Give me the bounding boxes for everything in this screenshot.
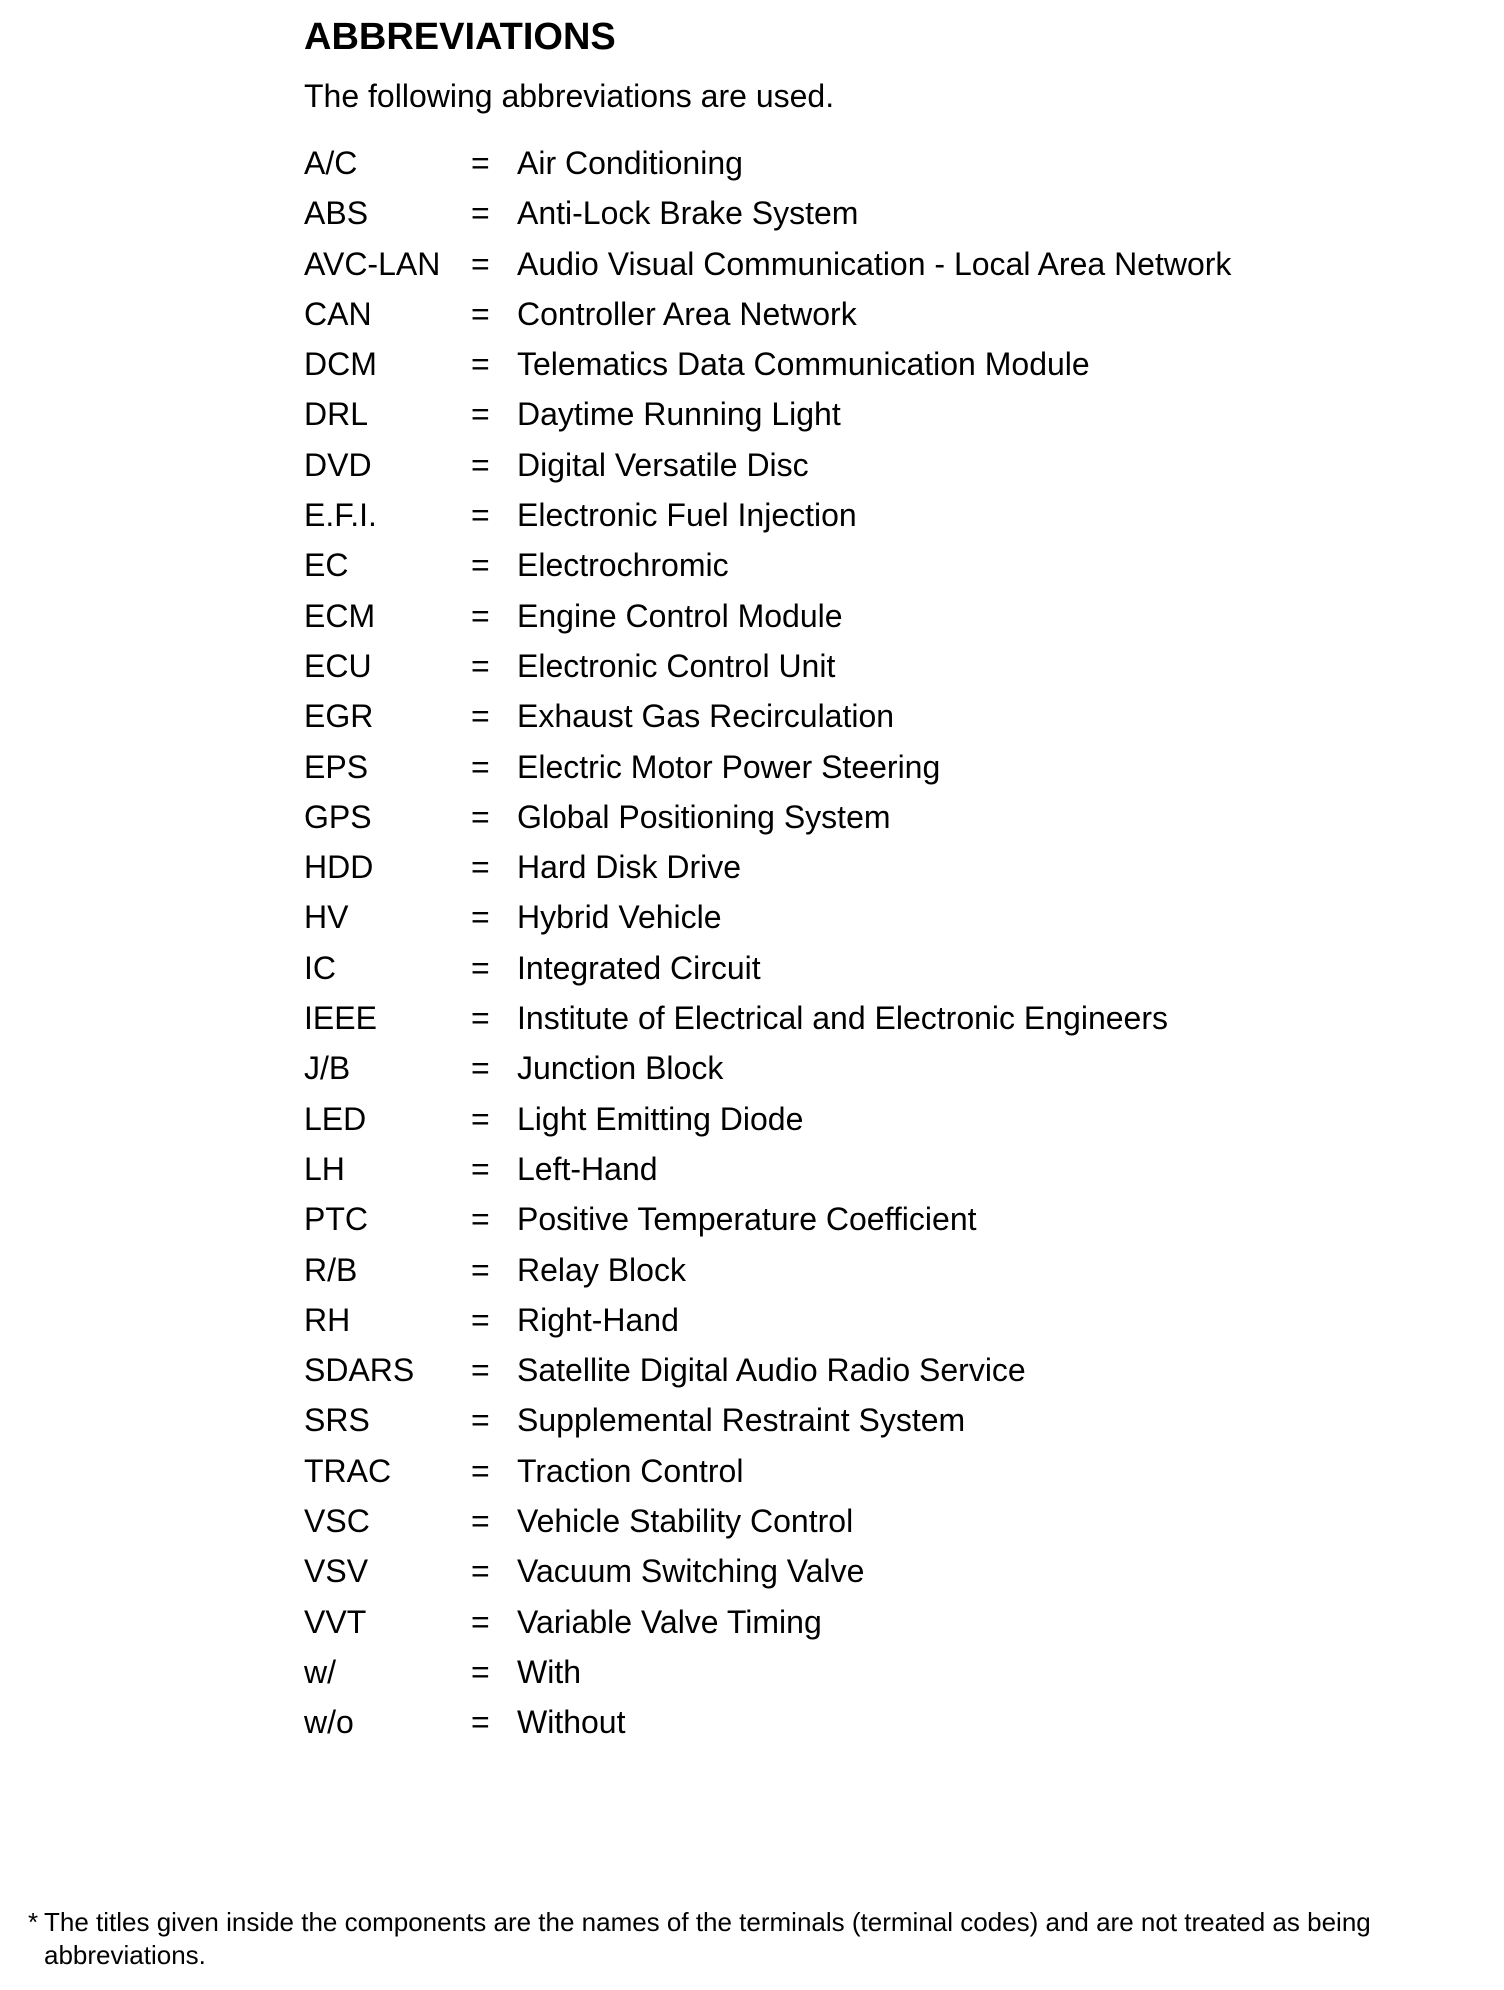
abbreviation-term: DVD [304,446,372,483]
abbreviation-definition: Anti-Lock Brake System [517,195,859,232]
abbreviation-term: EPS [304,748,369,785]
abbreviation-term: VSV [304,1553,369,1590]
abbreviation-term: CAN [304,295,372,332]
abbreviation-term: GPS [304,798,372,835]
equals-sign: = [471,748,490,785]
abbreviation-term: ECM [304,597,376,634]
abbreviation-term: EGR [304,698,374,735]
abbreviation-term: ABS [304,195,369,232]
equals-sign: = [471,1603,490,1640]
equals-sign: = [471,798,490,835]
abbreviation-definition: Electronic Fuel Injection [517,497,857,534]
abbreviation-definition: Electronic Control Unit [517,647,836,684]
abbreviation-term: AVC-LAN [304,245,441,282]
abbreviation-definition: With [517,1653,581,1690]
equals-sign: = [471,1653,490,1690]
equals-sign: = [471,698,490,735]
equals-sign: = [471,446,490,483]
abbreviation-definition: Hybrid Vehicle [517,899,722,936]
abbreviation-term: HDD [304,849,374,886]
abbreviation-definition: Light Emitting Diode [517,1100,804,1137]
equals-sign: = [471,1503,490,1540]
abbreviation-definition: Vacuum Switching Valve [517,1553,865,1590]
equals-sign: = [471,1251,490,1288]
equals-sign: = [471,899,490,936]
equals-sign: = [471,1402,490,1439]
abbreviation-term: w/o [304,1704,354,1741]
equals-sign: = [471,145,490,181]
equals-sign: = [471,647,490,684]
abbreviation-definition: Air Conditioning [517,145,743,181]
abbreviation-definition: Positive Temperature Coefficient [517,1201,977,1238]
abbreviation-definition: Satellite Digital Audio Radio Service [517,1352,1026,1389]
abbreviation-definition: Left-Hand [517,1150,658,1187]
equals-sign: = [471,1100,490,1137]
abbreviation-term: R/B [304,1251,358,1288]
equals-sign: = [471,849,490,886]
abbreviation-term: ECU [304,647,372,684]
abbreviation-definition: Hard Disk Drive [517,849,742,886]
abbreviation-definition: Relay Block [517,1251,686,1288]
footnote-text: The titles given inside the components are the names of the terminals (terminal codes) and are not treated as being abbreviations. [44,1907,1371,1970]
intro-text: The following abbreviations are used. [304,78,835,114]
abbreviation-definition: Digital Versatile Disc [517,446,809,483]
abbreviation-definition: Supplemental Restraint System [517,1402,966,1439]
abbreviation-term: VVT [304,1603,367,1640]
abbreviation-term: HV [304,899,349,936]
abbreviation-term: A/C [304,145,358,181]
abbreviation-term: DRL [304,396,369,433]
abbreviation-term: EC [304,547,349,584]
abbreviation-term: PTC [304,1201,368,1238]
equals-sign: = [471,245,490,282]
abbreviation-definition: Right-Hand [517,1301,679,1338]
abbreviation-definition: Electrochromic [517,547,729,584]
equals-sign: = [471,1352,490,1389]
abbreviation-term: TRAC [304,1452,392,1489]
equals-sign: = [471,1553,490,1590]
abbreviation-definition: Variable Valve Timing [517,1603,822,1640]
abbreviation-term: w/ [304,1653,336,1690]
abbreviation-definition: Daytime Running Light [517,396,841,433]
equals-sign: = [471,597,490,634]
equals-sign: = [471,547,490,584]
abbreviation-definition: Electric Motor Power Steering [517,748,941,785]
equals-sign: = [471,1201,490,1238]
abbreviation-definition: Engine Control Module [517,597,843,634]
abbreviation-term: DCM [304,346,377,383]
abbreviation-definition: Without [517,1704,626,1741]
equals-sign: = [471,1301,490,1338]
abbreviation-definition: Controller Area Network [517,295,857,332]
equals-sign: = [471,949,490,986]
equals-sign: = [471,195,490,232]
abbreviation-term: E.F.I. [304,497,377,534]
abbreviation-term: VSC [304,1503,370,1540]
equals-sign: = [471,1150,490,1187]
abbreviation-definition: Junction Block [517,1050,724,1087]
page-title: ABBREVIATIONS [304,16,616,58]
equals-sign: = [471,346,490,383]
equals-sign: = [471,1050,490,1087]
equals-sign: = [471,1704,490,1741]
equals-sign: = [471,1452,490,1489]
abbreviation-term: LH [304,1150,345,1187]
abbreviation-term: IEEE [304,1000,377,1037]
abbreviation-term: SDARS [304,1352,415,1389]
abbreviation-definition: Traction Control [517,1452,744,1489]
abbreviation-term: RH [304,1301,351,1338]
abbreviation-definition: Audio Visual Communication - Local Area Network [517,245,1232,282]
equals-sign: = [471,1000,490,1037]
abbreviation-definition: Institute of Electrical and Electronic Engineers [517,1000,1168,1037]
abbreviation-definition: Integrated Circuit [517,949,761,986]
abbreviation-definition: Global Positioning System [517,798,891,835]
footnote-marker: * [28,1907,39,1937]
abbreviation-term: IC [304,949,336,986]
abbreviation-definition: Telematics Data Communication Module [517,346,1090,383]
abbreviation-definition: Exhaust Gas Recirculation [517,698,895,735]
footnote [28,1906,1478,1972]
equals-sign: = [471,295,490,332]
abbreviation-term: LED [304,1100,367,1137]
equals-sign: = [471,497,490,534]
abbreviation-term: SRS [304,1402,370,1439]
equals-sign: = [471,396,490,433]
abbreviation-definition: Vehicle Stability Control [517,1503,854,1540]
abbreviation-term: J/B [304,1050,351,1087]
